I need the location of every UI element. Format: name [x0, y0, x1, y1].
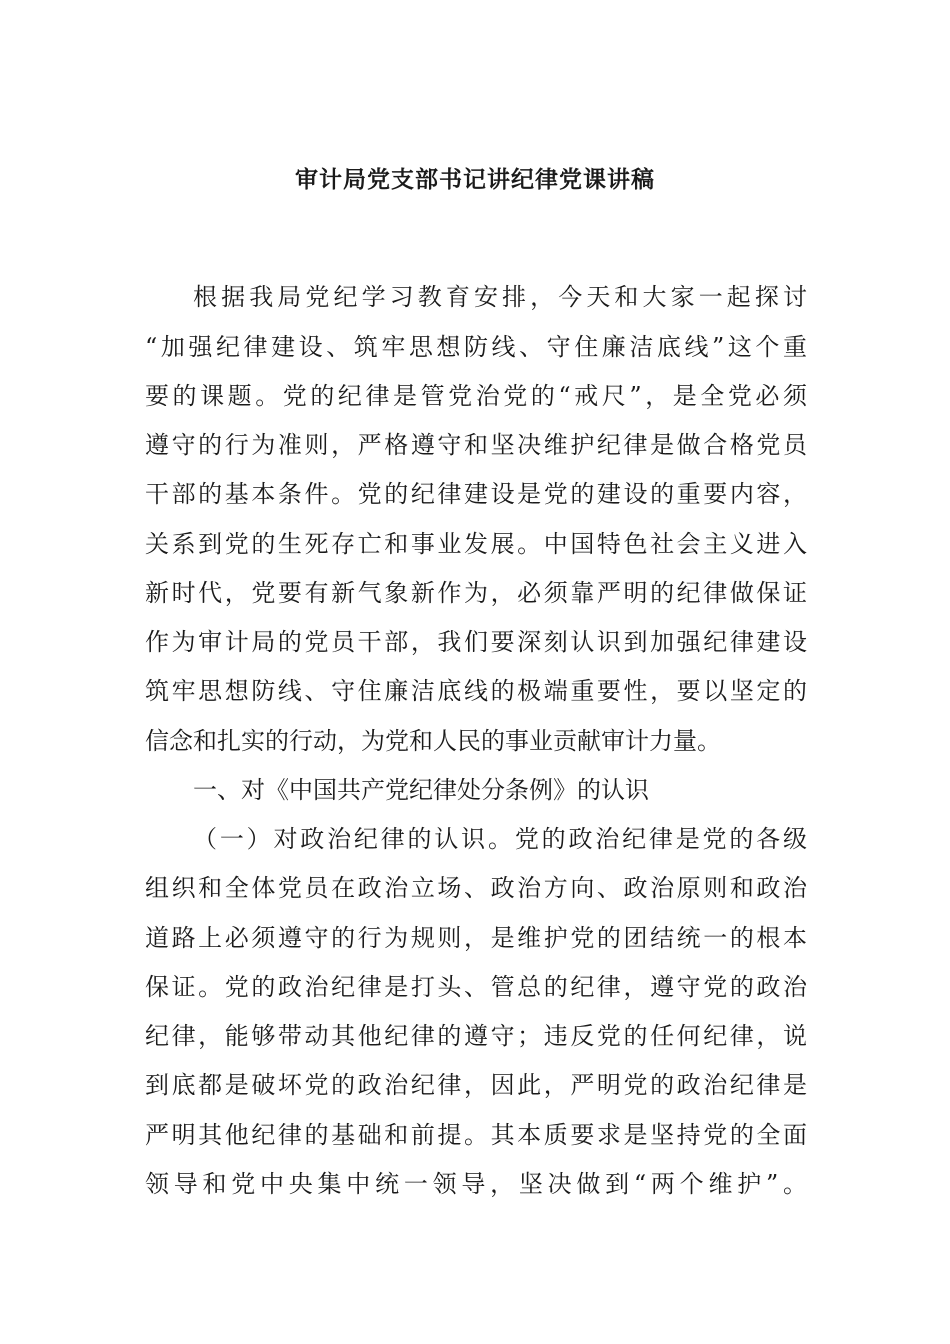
- body-line: 组织和全体党员在政治立场、政治方向、政治原则和政治: [145, 874, 807, 902]
- body-line: 干部的基本条件。党的纪律建设是党的建设的重要内容，: [145, 480, 807, 508]
- body-line: 新时代，党要有新气象新作为，必须靠严明的纪律做保证: [145, 579, 807, 607]
- body-line: 遵守的行为准则，严格遵守和坚决维护纪律是做合格党员: [145, 431, 807, 459]
- body-line: （一）对政治纪律的认识。党的政治纪律是党的各级: [193, 825, 807, 853]
- body-line: 要的课题。党的纪律是管党治党的“戒尺”，是全党必须: [145, 382, 807, 410]
- body-line: 筑牢思想防线、守住廉洁底线的极端重要性，要以坚定的: [145, 677, 807, 705]
- body-line: 保证。党的政治纪律是打头、管总的纪律，遵守党的政治: [145, 973, 807, 1001]
- document-title: 审计局党支部书记讲纪律党课讲稿: [295, 166, 655, 193]
- body-line: 关系到党的生死存亡和事业发展。中国特色社会主义进入: [145, 530, 807, 558]
- body-line: 作为审计局的党员干部，我们要深刻认识到加强纪律建设: [145, 628, 807, 656]
- body-line: 根据我局党纪学习教育安排，今天和大家一起探讨: [193, 283, 807, 311]
- body-line: “加强纪律建设、筑牢思想防线、守住廉洁底线”这个重: [145, 333, 807, 361]
- body-line: 信念和扎实的行动，为党和人民的事业贡献审计力量。: [145, 727, 721, 755]
- section-heading: 一、对《中国共产党纪律处分条例》的认识: [193, 776, 649, 804]
- body-line: 纪律，能够带动其他纪律的遵守；违反党的任何纪律，说: [145, 1022, 807, 1050]
- body-line: 领导和党中央集中统一领导，坚决做到“两个维护”。: [145, 1170, 807, 1198]
- body-line: 道路上必须遵守的行为规则，是维护党的团结统一的根本: [145, 924, 807, 952]
- body-line: 到底都是破坏党的政治纪律，因此，严明党的政治纪律是: [145, 1071, 807, 1099]
- body-line: 严明其他纪律的基础和前提。其本质要求是坚持党的全面: [145, 1121, 807, 1149]
